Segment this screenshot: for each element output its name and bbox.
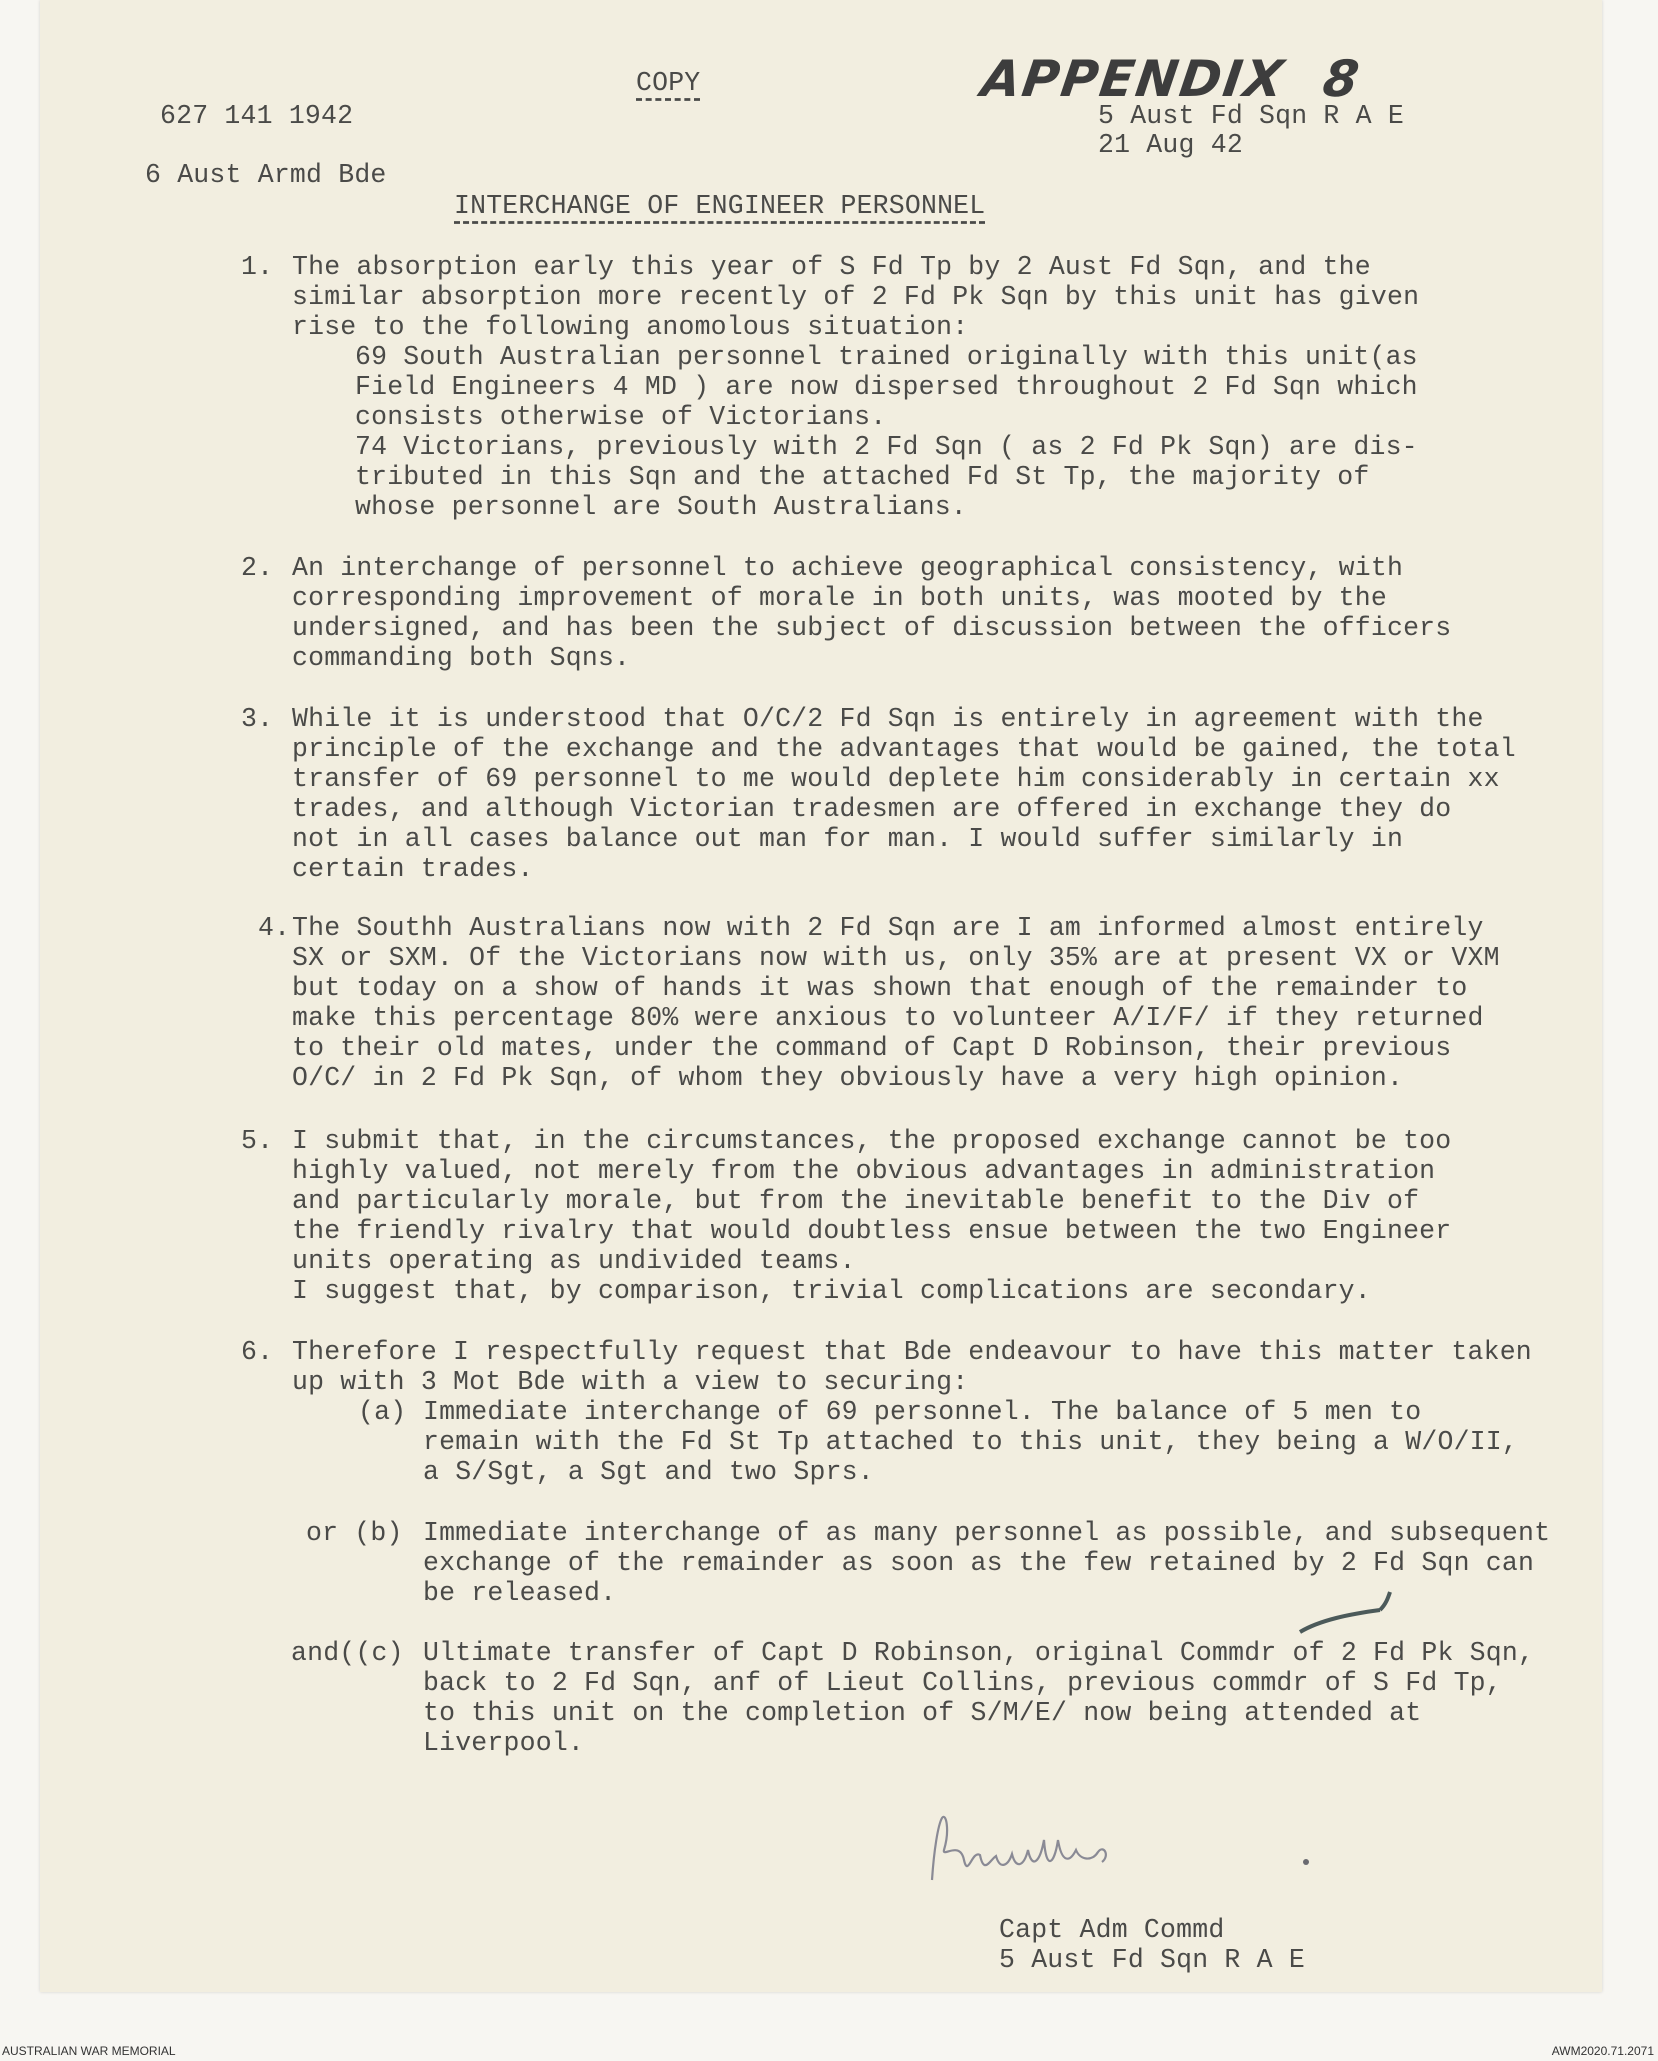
- paragraph-line: the friendly rivalry that would doubtless ensue between the two Engineer: [292, 1216, 1452, 1246]
- document-title: INTERCHANGE OF ENGINEER PERSONNEL: [454, 191, 986, 221]
- paragraph-line: but today on a show of hands it was shown that enough of the remainder to: [292, 973, 1468, 1003]
- paragraph-line: I suggest that, by comparison, trivial complications are secondary.: [292, 1276, 1371, 1306]
- paragraph-line: The Southh Australians now with 2 Fd Sqn are I am informed almost entirely: [292, 913, 1484, 943]
- sub-item-line: to this unit on the completion of S/M/E/ now being attended at: [423, 1698, 1422, 1728]
- paragraph-line: certain trades.: [292, 854, 534, 884]
- paragraph-number: 3.: [241, 704, 274, 734]
- sub-item-line: remain with the Fd St Tp attached to this unit, they being a W/O/II,: [423, 1427, 1518, 1457]
- paragraph-line: highly valued, not merely from the obvious advantages in administration: [292, 1156, 1436, 1186]
- paragraph-line: An interchange of personnel to achieve geographical consistency, with: [292, 553, 1404, 583]
- paragraph-line: and particularly morale, but from the inevitable benefit to the Div of: [292, 1186, 1420, 1216]
- paragraph-subline: 69 South Australian personnel trained originally with this unit(as: [355, 342, 1418, 372]
- paragraph-line: principle of the exchange and the advantages that would be gained, the total: [292, 734, 1516, 764]
- signatory-unit: 5 Aust Fd Sqn R A E: [999, 1945, 1305, 1975]
- paragraph-line: up with 3 Mot Bde with a view to securing:: [292, 1367, 969, 1397]
- paragraph-subline: whose personnel are South Australians.: [355, 492, 967, 522]
- sub-item-line: Immediate interchange of as many personnel as possible, and subsequent: [423, 1518, 1551, 1548]
- document-date: 21 Aug 42: [1098, 130, 1243, 160]
- paragraph-line: undersigned, and has been the subject of discussion between the officers: [292, 613, 1452, 643]
- paragraph-subline: consists otherwise of Victorians.: [355, 402, 887, 432]
- paragraph-line: similar absorption more recently of 2 Fd Pk Sqn by this unit has given: [292, 282, 1420, 312]
- paragraph-line: to their old mates, under the command of Capt D Robinson, their previous: [292, 1033, 1452, 1063]
- paragraph-number: 2.: [241, 553, 274, 583]
- sub-item-line: back to 2 Fd Sqn, anf of Lieut Collins, previous commdr of S Fd Tp,: [423, 1668, 1502, 1698]
- sub-item-line: exchange of the remainder as soon as the few retained by 2 Fd Sqn can: [423, 1548, 1535, 1578]
- reference-number: 627 141 1942: [160, 101, 354, 131]
- appendix-handwritten-label: APPENDIX 8: [977, 50, 1365, 108]
- paragraph-number: 6.: [241, 1337, 274, 1367]
- paragraph-line: units operating as undivided teams.: [292, 1246, 856, 1276]
- footer-catalogue-number: AWM2020.71.2071: [1551, 2044, 1654, 2058]
- paragraph-line: I submit that, in the circumstances, the proposed exchange cannot be too: [292, 1126, 1452, 1156]
- sub-item-label: and((c): [291, 1638, 404, 1668]
- sub-item-label: or (b): [306, 1518, 403, 1548]
- sub-item-line: Immediate interchange of 69 personnel. The balance of 5 men to: [423, 1397, 1422, 1427]
- paragraph-subline: tributed in this Sqn and the attached Fd St Tp, the majority of: [355, 462, 1370, 492]
- addressee: 6 Aust Armd Bde: [145, 160, 387, 190]
- paragraph-line: transfer of 69 personnel to me would deplete him considerably in certain xx: [292, 764, 1500, 794]
- paragraph-line: not in all cases balance out man for man. I would suffer similarly in: [292, 824, 1404, 854]
- paragraph-number: 1.: [241, 252, 274, 282]
- copy-label: COPY: [636, 68, 701, 98]
- paragraph-line: rise to the following anomolous situation:: [292, 312, 969, 342]
- paragraph-line: trades, and although Victorian tradesmen are offered in exchange they do: [292, 794, 1452, 824]
- paragraph-line: O/C/ in 2 Fd Pk Sqn, of whom they obviously have a very high opinion.: [292, 1063, 1404, 1093]
- sub-item-label: (a): [358, 1397, 407, 1427]
- paragraph-line: commanding both Sqns.: [292, 643, 631, 673]
- paragraph-line: While it is understood that O/C/2 Fd Sqn is entirely in agreement with the: [292, 704, 1484, 734]
- paragraph-subline: 74 Victorians, previously with 2 Fd Sqn ( as 2 Fd Pk Sqn) are dis-: [355, 432, 1418, 462]
- paragraph-line: Therefore I respectfully request that Bde endeavour to have this matter taken: [292, 1337, 1532, 1367]
- paragraph-line: The absorption early this year of S Fd Tp by 2 Aust Fd Sqn, and the: [292, 252, 1371, 282]
- paragraph-line: SX or SXM. Of the Victorians now with us, only 35% are at present VX or VXM: [292, 943, 1500, 973]
- signature: [920, 1800, 1340, 1910]
- paragraph-subline: Field Engineers 4 MD ) are now dispersed throughout 2 Fd Sqn which: [355, 372, 1418, 402]
- handwritten-tick-mark: [1290, 1590, 1410, 1650]
- sub-item-line: a S/Sgt, a Sgt and two Sprs.: [423, 1457, 874, 1487]
- paragraph-line: make this percentage 80% were anxious to volunteer A/I/F/ if they returned: [292, 1003, 1484, 1033]
- footer-archive-name: AUSTRALIAN WAR MEMORIAL: [2, 2044, 176, 2058]
- sub-item-line: Ultimate transfer of Capt D Robinson, original Commdr of 2 Fd Pk Sqn,: [423, 1638, 1535, 1668]
- paragraph-number: 4.: [258, 913, 291, 943]
- paragraph-number: 5.: [241, 1126, 274, 1156]
- paragraph-line: corresponding improvement of morale in both units, was mooted by the: [292, 583, 1387, 613]
- sender-unit: 5 Aust Fd Sqn R A E: [1098, 101, 1404, 131]
- signatory-rank: Capt Adm Commd: [999, 1915, 1225, 1945]
- sub-item-line: Liverpool.: [423, 1728, 585, 1758]
- sub-item-line: be released.: [423, 1578, 617, 1608]
